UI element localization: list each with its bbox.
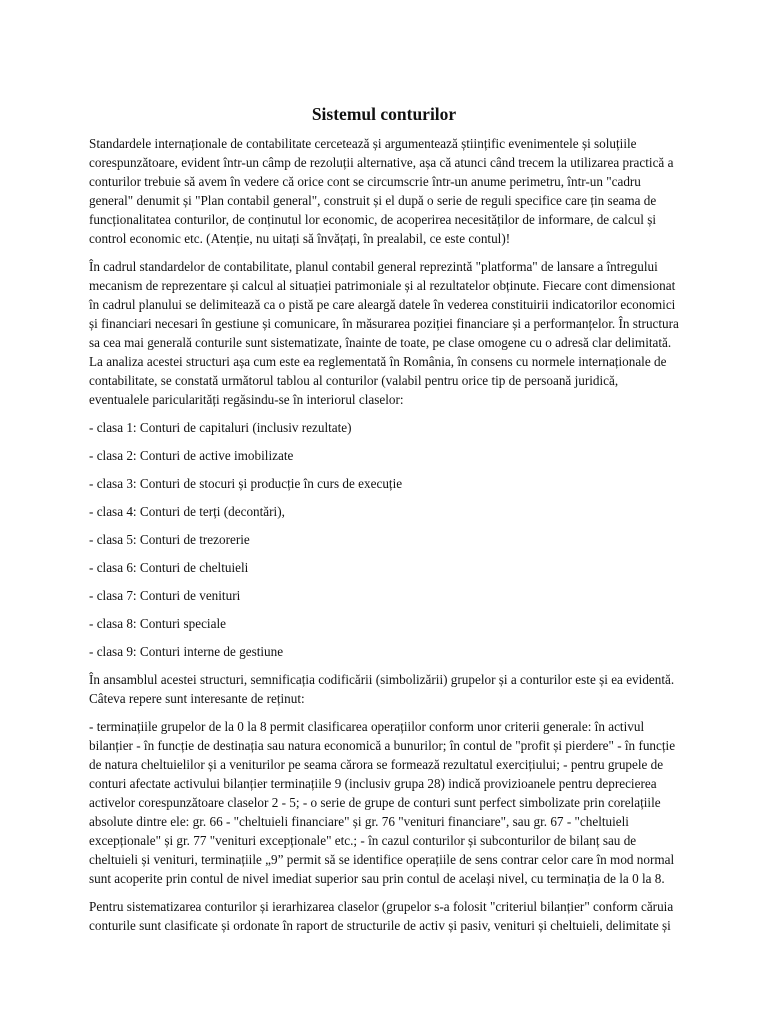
list-item: - clasa 6: Conturi de cheltuieli <box>89 560 249 575</box>
list-item: - clasa 9: Conturi interne de gestiune <box>89 644 284 659</box>
list-item: - clasa 7: Conturi de venituri <box>89 588 241 603</box>
list-item: - clasa 1: Conturi de capitaluri (inclusiv rezultate) <box>89 420 352 435</box>
intro-paragraph-standards: Standardele internaționale de contabilitate cercetează și argumentează științific evenimentele și soluțiile corespunzătoare, evident într-un câmp de rezoluții alternative, așa că atunci când trecem la utilizarea practică a conturilor trebuie să avem în vedere că orice cont se circumscrie într-un anume perimetru, într-un "cadru general" denumit și "Plan contabil general", construit și el după o serie de reguli specifice care țin seama de funcționalitatea conturilor, de conținutul lor economic, de acoperirea necesităților de informare, de calcul și control economic etc. (Atenție, nu uitați să învățați, în prealabil, ce este contul)! <box>89 136 674 246</box>
list-item: - clasa 3: Conturi de stocuri și producție în curs de execuție <box>89 476 403 491</box>
systematization-paragraph: Pentru sistematizarea conturilor și ierarhizarea claselor (grupelor s-a folosit "criteriul bilanțier" conform căruia conturile sunt clasificate și ordonate în raport de structurile de activ și pasiv, venituri și cheltuieli, delimitate și <box>89 899 674 933</box>
terminations-paragraph: - terminațiile grupelor de la 0 la 8 permit clasificarea operațiilor conform unor criterii generale: în activul bilanțier - în funcție de destinația sau natura economică a bunurilor; în contul de "profit și pierdere" - în funcție de natura cheltuielilor și a veniturilor pe seama cărora se formează rezultatul exercițiului; - pentru grupele de conturi afectate activului bilanțier terminațiile 9 (inclusiv grupa 28) indică provizioanele pentru deprecierea activelor corespunzătoare claselor 2 - 5; - o serie de grupe de conturi sunt perfect simbolizate prin corelațiile absolute dintre ele: gr. 66 - "cheltuieli financiare" și gr. 76 "venituri financiare", sau gr. 67 - "cheltuieli excepționale" și gr. 77 "venituri excepționale" etc.; - în cazul conturilor și subconturilor de bilanț sau de cheltuieli și venituri, terminațiile „9” permit să se identifice operațiile de sens contrar celor care în mod normal sunt acoperite prin contul de nivel imediat superior sau prin contul de același nivel, cu terminația de la 0 la 8. <box>89 719 676 886</box>
structure-paragraph: În ansamblul acestei structuri, semnificația codificării (simbolizării) grupelor și a conturilor este și ea evidentă. Câteva repere sunt interesante de reținut: <box>89 672 675 706</box>
list-item: - clasa 8: Conturi speciale <box>89 616 226 631</box>
list-item: - clasa 4: Conturi de terți (decontări), <box>89 504 285 519</box>
document-title: Sistemul conturilor <box>311 104 457 124</box>
list-item: - clasa 2: Conturi de active imobilizate <box>89 448 294 463</box>
intro-paragraph-plan: În cadrul standardelor de contabilitate, planul contabil general reprezintă "platforma" de lansare a întregului mecanism de reprezentare și calcul al situației patrimoniale și al rezultatelor obținute. Fiecare cont dimensionat în cadrul planului se delimitează ca o pistă pe care aleargă datele în vederea constituirii indicatorilor economici și financiari necesari în gestiune și comunicare, în măsurarea poziției financiare și a performanțelor. În structura sa cea mai generală conturile sunt sistematizate, înainte de toate, pe clase omogene cu o adresă clar delimitată. La analiza acestei structuri așa cum este ea reglementată în România, în consens cu normele internaționale de contabilitate, se constată următorul tablou al conturilor (valabil pentru orice tip de persoană juridică, eventualele paricularități regăsindu-se în interiorul claselor: <box>89 259 679 407</box>
class-list <box>89 418 679 661</box>
list-item: - clasa 5: Conturi de trezorerie <box>89 532 250 547</box>
document-page <box>89 102 679 944</box>
